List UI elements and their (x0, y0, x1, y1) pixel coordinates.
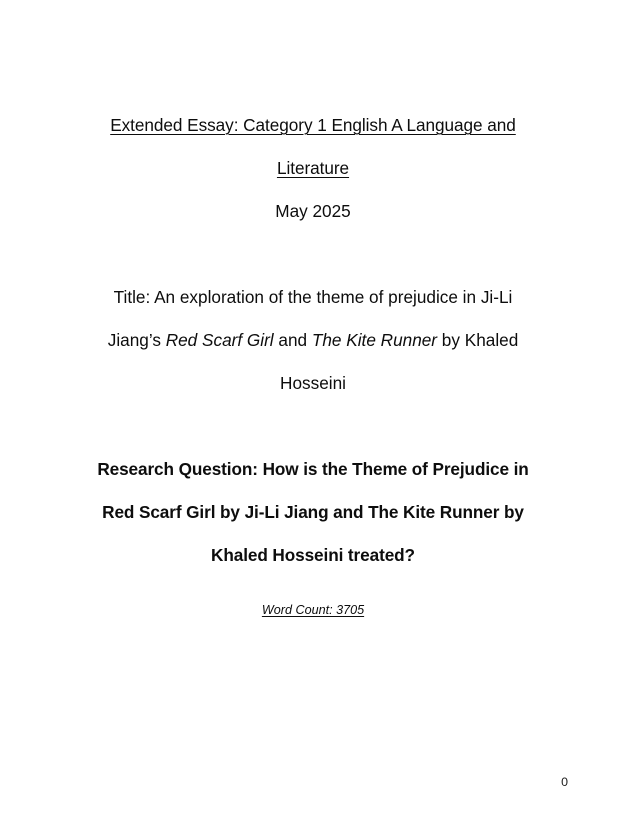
essay-category-text-line1: Extended Essay: Category 1 English A Language and (110, 115, 516, 135)
essay-header-block (78, 104, 548, 233)
research-question-line-1: Research Question: How is the Theme of Prejudice in (97, 459, 529, 479)
book-title-the-kite-runner: The Kite Runner (311, 330, 438, 350)
essay-category-line-2 (78, 147, 548, 190)
essay-title-line-3: Hosseini (280, 373, 346, 393)
essay-title-line-2 (78, 319, 548, 362)
spacer-after-header (78, 233, 548, 276)
book-title-red-scarf-girl: Red Scarf Girl (165, 330, 274, 350)
essay-category-text-line2: Literature (276, 158, 350, 178)
word-count-text: Word Count: 3705 (261, 603, 365, 617)
essay-title-line2-seg2: and (273, 330, 312, 350)
spacer-after-title (78, 405, 548, 448)
essay-title-line-1: Title: An exploration of the theme of prejudice in Ji-Li (113, 287, 513, 307)
essay-date: May 2025 (275, 201, 351, 221)
research-question-block (78, 448, 548, 577)
word-count-row (78, 599, 548, 621)
essay-title-line2-seg3: by Khaled (437, 330, 519, 350)
essay-category-line (78, 104, 548, 147)
essay-title-line2-seg1: Jiang’s (107, 330, 166, 350)
essay-title-block (78, 276, 548, 405)
title-page-content (78, 0, 548, 621)
research-question-line-3: Khaled Hosseini treated? (211, 545, 415, 565)
research-question-line-2: Red Scarf Girl by Ji-Li Jiang and The Kite Runner by (102, 502, 524, 522)
page-number: 0 (561, 775, 568, 789)
